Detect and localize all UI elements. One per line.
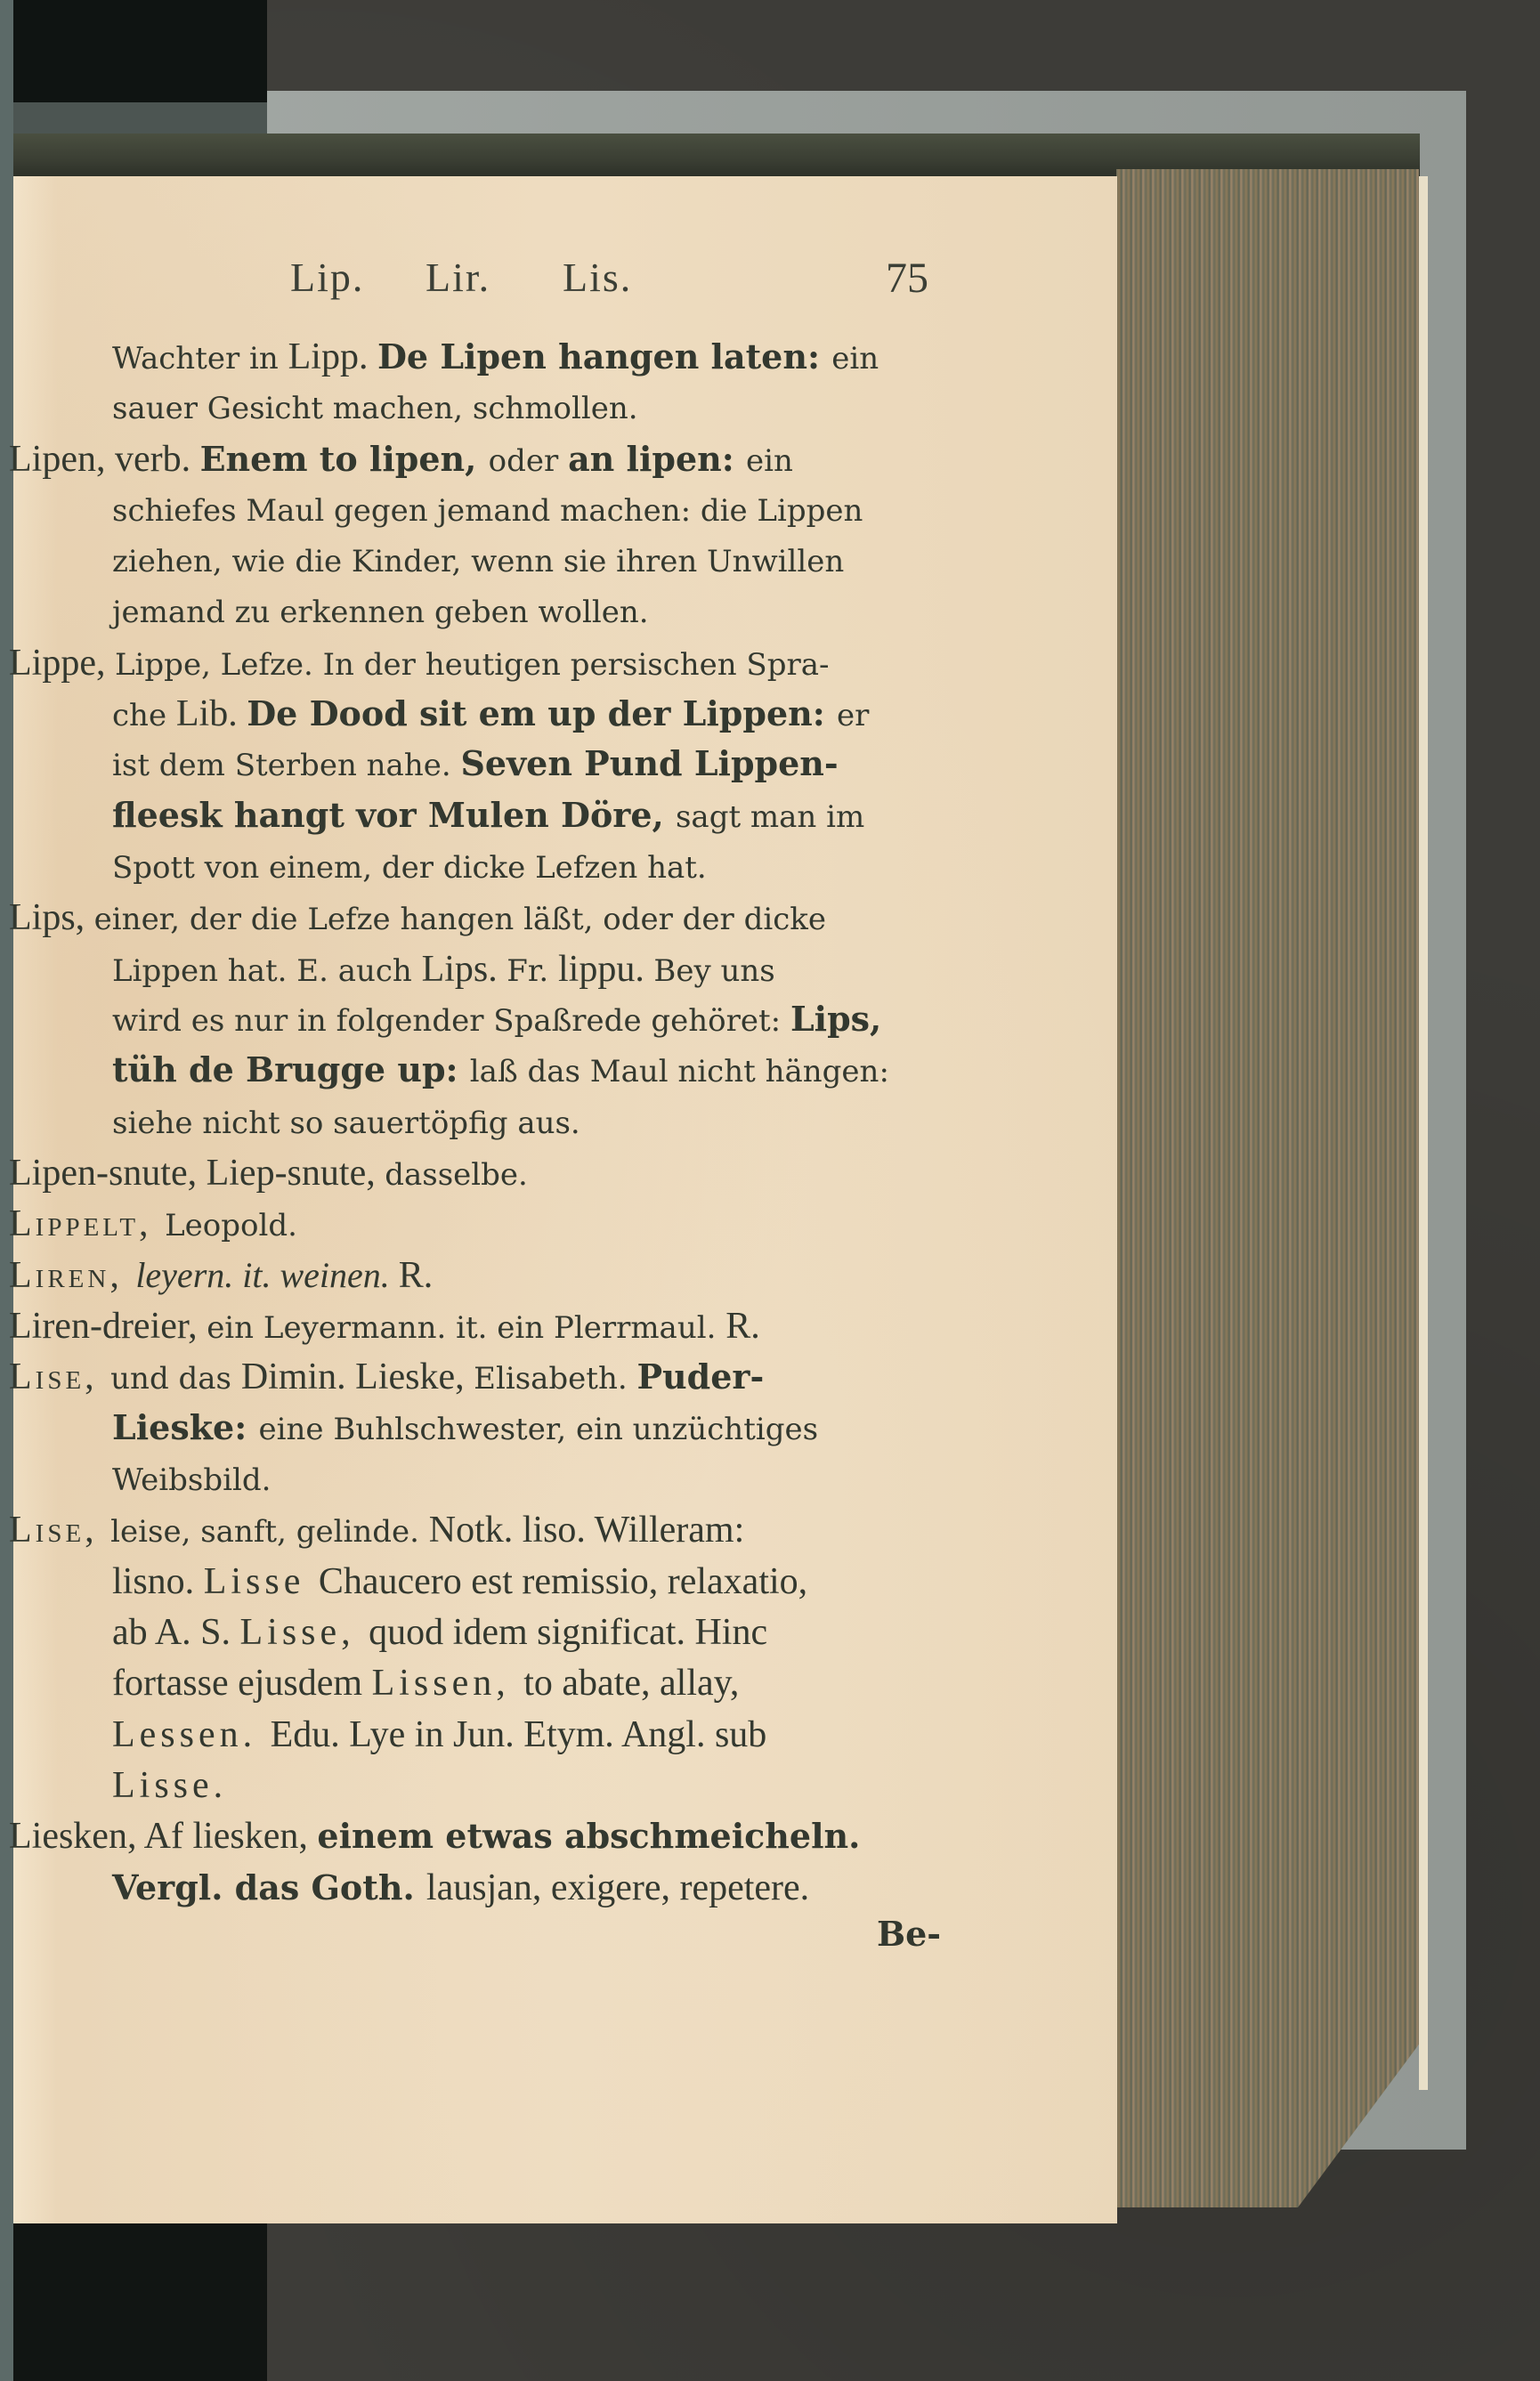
text-line bbox=[112, 1104, 580, 1139]
text-segment: einem etwas abschmeicheln. bbox=[317, 1816, 861, 1856]
text-segment: Enem to lipen, bbox=[199, 439, 489, 479]
running-head-3: Lis. bbox=[563, 255, 633, 300]
text-segment: Edu. Lye in Jun. Etym. Angl. sub bbox=[270, 1714, 767, 1755]
text-line bbox=[112, 848, 707, 884]
text-segment: ist dem Sterben nahe. bbox=[112, 748, 461, 783]
text-segment: leyern. it. weinen. bbox=[135, 1255, 399, 1295]
text-segment: tüh de Brugge up: bbox=[112, 1049, 470, 1089]
text-line bbox=[9, 1154, 528, 1192]
text-segment: ab A. S. bbox=[112, 1612, 240, 1653]
text-segment: leise, sanft, gelinde. bbox=[110, 1514, 429, 1550]
text-segment: Liren, bbox=[9, 1255, 136, 1296]
text-line bbox=[112, 1407, 819, 1447]
text-segment: sauer Gesicht machen, schmollen. bbox=[112, 391, 638, 426]
text-segment: fortasse ejusdem bbox=[112, 1663, 372, 1704]
text-segment: Seven Pund Lippen- bbox=[460, 743, 839, 783]
text-segment: oder bbox=[488, 443, 569, 479]
text-segment: Lisse. bbox=[112, 1765, 228, 1806]
text-line bbox=[112, 338, 879, 376]
text-segment: Chaucero est remissio, relaxatio, bbox=[318, 1561, 808, 1602]
text-line bbox=[112, 743, 839, 783]
text-segment: De Dood sit em up der Lippen: bbox=[247, 693, 838, 733]
text-segment: Lisse, bbox=[239, 1612, 369, 1653]
text-segment: Fr. bbox=[507, 953, 559, 989]
text-segment: ein bbox=[831, 341, 879, 377]
text-segment: ein bbox=[746, 443, 793, 479]
text-segment: Notk. liso. Willeram: bbox=[428, 1510, 745, 1551]
text-segment: Elisabeth. bbox=[474, 1361, 637, 1397]
text-segment: Lessen. bbox=[112, 1714, 271, 1755]
text-segment: Lisse bbox=[203, 1561, 319, 1602]
text-segment: einer, der die Lefze hangen läßt, oder der dicke bbox=[93, 902, 827, 937]
text-segment: Puder- bbox=[636, 1357, 765, 1397]
text-segment: lisno. bbox=[112, 1561, 204, 1602]
text-segment: Leopold. bbox=[165, 1208, 297, 1243]
text-segment: che bbox=[112, 698, 176, 733]
text-segment: Lieske: bbox=[112, 1407, 259, 1447]
text-line bbox=[9, 1818, 860, 1855]
text-segment: ein Leyermann. it. ein Plerrmaul. bbox=[207, 1310, 726, 1346]
text-segment: Lise, bbox=[9, 1357, 111, 1397]
text-line bbox=[9, 1257, 433, 1294]
text-segment: Lipen, verb. bbox=[9, 439, 200, 480]
text-segment: jemand zu erkennen geben wollen. bbox=[112, 595, 649, 630]
text-segment: er bbox=[837, 698, 870, 733]
text-segment: wird es nur in folgender Spaßrede gehöret: bbox=[112, 1003, 790, 1039]
text-segment: De Lipen hangen laten: bbox=[377, 336, 832, 377]
text-line bbox=[112, 1869, 809, 1907]
text-line bbox=[9, 1205, 297, 1243]
fore-edge-sheet bbox=[1419, 176, 1428, 2090]
text-segment: Lips, bbox=[9, 897, 94, 938]
catchword: Be- bbox=[877, 1914, 942, 1954]
text-line bbox=[9, 899, 826, 936]
text-line bbox=[112, 491, 863, 527]
text-segment: quod idem significat. Hinc bbox=[369, 1612, 768, 1653]
text-line bbox=[112, 1664, 739, 1702]
text-segment: Lipp. bbox=[288, 336, 377, 377]
running-head-1: Lip. bbox=[290, 255, 365, 300]
text-line bbox=[112, 1716, 766, 1753]
text-segment: ziehen, wie die Kinder, wenn sie ihren Unwillen bbox=[112, 544, 845, 579]
text-segment: Lippe, bbox=[9, 643, 115, 684]
running-head-2: Lir. bbox=[426, 255, 491, 300]
book-page bbox=[13, 176, 1117, 2223]
text-segment: Lise, bbox=[9, 1510, 111, 1551]
text-segment: R. bbox=[398, 1255, 434, 1296]
text-segment: Wachter in bbox=[112, 341, 288, 377]
text-line bbox=[9, 441, 793, 478]
text-segment: lausjan, exigere, repetere. bbox=[426, 1867, 810, 1908]
text-segment: Lib. bbox=[175, 693, 247, 734]
text-segment: sagt man im bbox=[675, 799, 865, 835]
text-segment: Dimin. Lieske, bbox=[240, 1357, 474, 1397]
text-segment: Lippelt, bbox=[9, 1203, 166, 1244]
text-segment: Liren-dreier, bbox=[9, 1306, 207, 1347]
text-segment: Weibsbild. bbox=[112, 1462, 272, 1498]
text-line bbox=[112, 695, 869, 733]
text-segment: dasselbe. bbox=[385, 1157, 528, 1193]
text-segment: laß das Maul nicht hängen: bbox=[469, 1054, 889, 1089]
text-line bbox=[9, 1358, 764, 1396]
text-segment: Lippen hat. E. auch bbox=[112, 953, 422, 989]
text-line bbox=[112, 1049, 889, 1089]
text-line bbox=[9, 644, 830, 682]
text-line bbox=[112, 1563, 807, 1600]
text-segment: Bey uns bbox=[653, 953, 775, 989]
text-line bbox=[112, 795, 865, 835]
text-segment: Lips. bbox=[421, 949, 507, 990]
text-segment: Lissen, bbox=[371, 1663, 524, 1704]
text-segment: Liesken, Af liesken, bbox=[9, 1816, 318, 1857]
text-line bbox=[112, 593, 649, 628]
page-number: 75 bbox=[886, 255, 928, 302]
text-segment: siehe nicht so sauertöpfig aus. bbox=[112, 1105, 580, 1141]
text-segment: und das bbox=[110, 1361, 241, 1397]
text-segment: fleesk hangt vor Mulen Döre, bbox=[112, 795, 676, 835]
text-segment: R. bbox=[725, 1306, 760, 1347]
text-segment: lippu. bbox=[558, 949, 654, 990]
book-fore-edge bbox=[1116, 169, 1419, 2207]
text-segment: eine Buhlschwester, ein unzüchtiges bbox=[258, 1412, 819, 1447]
text-segment: to abate, allay, bbox=[523, 1663, 740, 1704]
text-segment: schiefes Maul gegen jemand machen: die Lippen bbox=[112, 493, 863, 529]
text-line bbox=[9, 1308, 760, 1345]
text-line bbox=[112, 951, 775, 988]
text-line bbox=[112, 1461, 271, 1496]
text-line bbox=[112, 1614, 767, 1651]
text-line bbox=[112, 1001, 881, 1037]
text-segment: an lipen: bbox=[568, 439, 747, 479]
text-segment: Lipen-snute, Liep-snute, bbox=[9, 1153, 385, 1194]
text-segment: Lippe, Lefze. In der heutigen persischen Spra- bbox=[114, 647, 830, 683]
text-line bbox=[9, 1511, 744, 1549]
text-line bbox=[112, 389, 638, 425]
text-line bbox=[112, 1767, 227, 1804]
text-line bbox=[112, 542, 844, 578]
text-segment: Lips, bbox=[790, 999, 882, 1039]
text-segment: Vergl. das Goth. bbox=[112, 1867, 426, 1907]
text-segment: Spott von einem, der dicke Lefzen hat. bbox=[112, 850, 707, 886]
dark-cover-bottom bbox=[13, 2223, 267, 2381]
